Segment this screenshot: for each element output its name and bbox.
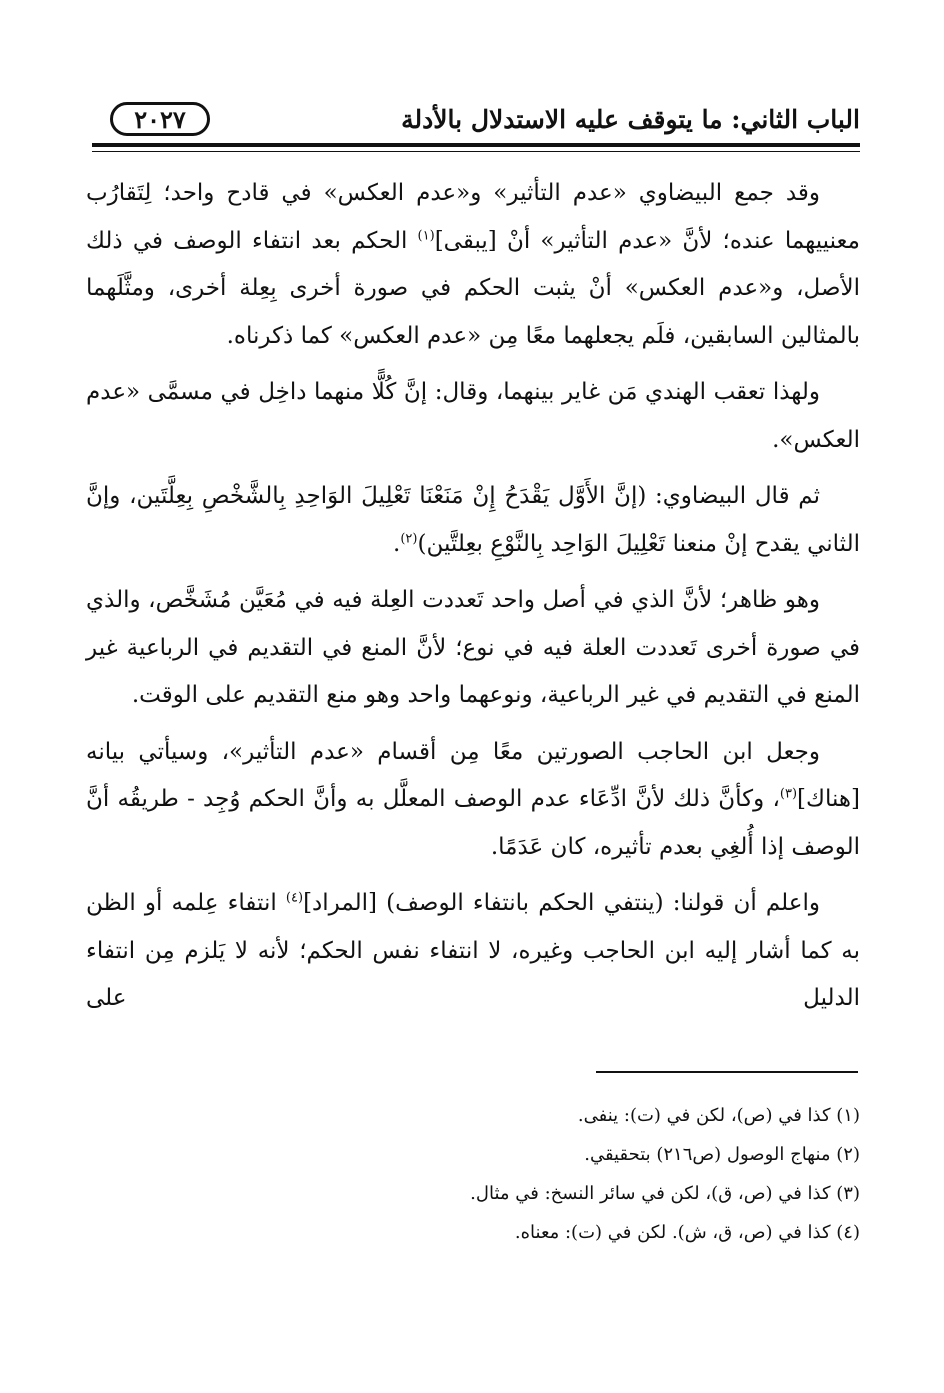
footnote-4: (٤) كذا في (ص، ق، ش). لكن في (ت): معناه. bbox=[514, 1222, 860, 1243]
footnote-ref-4: (٤) bbox=[285, 890, 304, 906]
header-rule-thin bbox=[92, 151, 860, 152]
header-rule-thick bbox=[92, 143, 860, 147]
footnotes bbox=[86, 1096, 860, 1252]
page-number: ٢٠٢٧ bbox=[134, 104, 186, 134]
footnote-1: (١) كذا في (ص)، لكن في (ت): ينفى. bbox=[577, 1105, 860, 1126]
paragraph-2 bbox=[86, 369, 860, 464]
paragraph-text: انتفاء عِلمه أو الظن به كما أشار إليه ابن الحاجب وغيره، لا انتفاء نفس الحكم؛ لأنه لا يَلزم مِن انتفاء الدليل على bbox=[86, 890, 860, 1011]
paragraph-3 bbox=[86, 473, 860, 568]
footnote-3: (٣) كذا في (ص، ق)، لكن في سائر النسخ: في مثال. bbox=[470, 1183, 860, 1204]
paragraph-text: ، وكأنَّ ذلك لأنَّ ادِّعَاء عدم الوصف المعلَّل به وأنَّ الحكم وُجِد - طريقُه أنَّ الوصف إذا أُلغِي بعدم تأثيره، كان عَدَمًا. bbox=[86, 786, 860, 860]
footnote-2: (٢) منهاج الوصول (ص٢١٦) بتحقيقي. bbox=[584, 1144, 860, 1165]
footnote-ref-1: (١) bbox=[417, 227, 435, 243]
paragraph-text: واعلم أن قولنا: (ينتفي الحكم بانتفاء الوصف) [المراد] bbox=[303, 890, 820, 916]
paragraph-text: ولهذا تعقب الهندي مَن غاير بينهما، وقال: إنَّ كُلًّا منهما داخِل في مسمَّى «عدم العكس». bbox=[86, 379, 860, 453]
paragraph-text: وقد جمع البيضاوي «عدم التأثير» و«عدم العكس» في قادح واحد؛ لِتَقارُب معنييهما عنده؛ لأنَّ «عدم التأثير» أنْ [يبقى] bbox=[86, 180, 860, 254]
paragraph-text: . bbox=[393, 530, 401, 557]
footnote-separator bbox=[596, 1071, 858, 1073]
paragraph-1 bbox=[86, 170, 860, 360]
page-header bbox=[92, 100, 860, 148]
page-number-badge bbox=[110, 102, 210, 136]
paragraph-text: الحكم بعد انتفاء الوصف في ذلك الأصل، و«عدم العكس» أنْ يثبت الحكم في صورة أخرى بِعِلة أخرى، ومثَّلَهما بالمثالين السابقين، فلَم يجعلهما معًا مِن «عدم العكس» كما ذكرناه. bbox=[86, 227, 860, 349]
chapter-title: الباب الثاني: ما يتوقف عليه الاستدلال بالأدلة bbox=[401, 105, 860, 134]
footnote-ref-2: (٢) bbox=[400, 530, 418, 546]
paragraph-4 bbox=[86, 577, 860, 720]
paragraph-text: ثم قال البيضاوي: (إنَّ الأَوَّل يَقْدَحُ إِنْ مَنَعْنَا تَعْلِيلَ الوَاحِدِ بِالشَّخْصِ بِعِلَّتَين، وإنَّ الثاني يقدح إنْ منعنا تَعْلِيلَ الوَاحِد بِالنَّوْعِ بعِلتَّين) bbox=[86, 483, 860, 557]
paragraph-text: وجعل ابن الحاجب الصورتين معًا مِن أقسام «عدم التأثير»، وسيأتي بيانه [هناك] bbox=[86, 738, 860, 812]
footnote-ref-3: (٣) bbox=[779, 786, 798, 802]
paragraph-5 bbox=[86, 729, 860, 872]
paragraph-6 bbox=[86, 880, 860, 1023]
paragraph-text: وهو ظاهر؛ لأنَّ الذي في أصل واحد تَعددت العِلة فيه في مُعَيَّن مُشَخَّص، والذي في صورة أخرى تَعددت العلة فيه في نوع؛ لأنَّ المنع في التقديم في الرباعية غير المنع في التقديم في غير الرباعية، ونوعهما واحد وهو منع التقديم على الوقت. bbox=[86, 587, 860, 708]
body-text bbox=[86, 170, 860, 1032]
